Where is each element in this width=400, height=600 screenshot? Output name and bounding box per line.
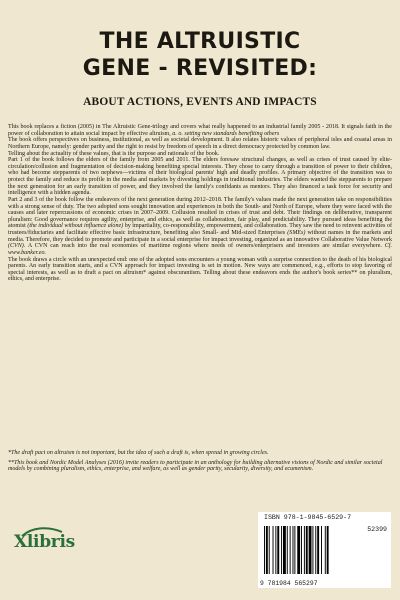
title-line-2: GENE - REVISITED: [82, 56, 318, 81]
book-subtitle: ABOUT ACTIONS, EVENTS AND IMPACTS [83, 96, 317, 108]
footnote-1: *The draft pact on altruism is not important, but the idea of such a draft is, when spread in growing circles. [8, 450, 269, 456]
blurb-paragraph-perspectives: The book offers perspectives on business, institutional, as well as societal development. It also relates historic values of peripheral isles and coastal areas in Northern Europe, namely: gender parity and the right to resist by freedom of speech in a direct democracy protected by common law. [8, 137, 392, 150]
barcode-price-code: 52399 [367, 526, 387, 533]
blurb-text [8, 124, 392, 283]
footnote-2: **This book and Nordic Model Analyses (2016) invite readers to participate in an anthology for building alternative visions of Nordic and similar societal models by combining pluralism, ethics, enterprise, and welfare, as well as gender parity, secularity, diversity, and ecumenism. [8, 459, 383, 473]
blurb-paragraph-ending: The book draws a circle with an unexpected end: one of the adopted sons encounters a young woman with a surprise connection to the death of his biological parents. An early transition starts, and a CVN approach for impact investing is set in motion. New ways are commenced, e.g., efforts to stop favoring of special interests, as well as to draft a pact on altruism* against obscurantism. Telling about these endeavors ends the author's book series** on pluralism, ethics, and enterprise. [8, 256, 392, 283]
book-title [0, 28, 400, 82]
blurb-paragraph-part1: Part 1 of the book follows the elders of the family from 2005 and 2011. The elders foresaw structural changes, as well as crises of trust caused by elite-circulation/collusion and fragmentation of decision-making benefiting special interests. They chose to carry through a transition of power to their children, who had become stepparents of two nephews—victims of their biological parents' high and deadly profiles. A primary objective of the transition was to protect the family and reduce its profile in the media and markets by divesting holdings in traditional industries. The elders wanted the stepparents to prepare the next generation for an early transition of power, and they involved the family's confidants as mentors. They also financed a task force for security and intelligence with a hidden agenda. [8, 157, 392, 197]
publisher-logo [14, 526, 75, 562]
isbn-barcode [258, 512, 391, 588]
ean-digits: 9 781984 565297 [260, 580, 318, 587]
blurb-paragraph-purpose: Telling about the actuality of these values, that is the purpose and rationale of the book. [8, 150, 220, 157]
isbn-number: ISBN 978-1-9845-6529-7 [264, 514, 352, 521]
footnotes [8, 450, 392, 476]
title-line-1: THE ALTRUISTIC [99, 29, 301, 54]
publisher-logo-text: Xlibris [14, 532, 75, 552]
barcode-bars-icon [262, 526, 352, 576]
blurb-paragraph-intro: This book replaces a fiction (2005) in The Altruistic Gene-trilogy and covers what really happened to an industrial family 2005 - 2018. It signals faith in the power of collaboration to attain social impact by effective altruism, a. o. setting new standards benefiting others [8, 124, 392, 137]
blurb-paragraph-part2-3: Part 2 and 3 of the book follow the endeavors of the next generation during 2012–2018. The family's values made the next generation take on responsibilities with a strong sense of duty. The two adopted sons sought innovation and experiences in both the South- and North of Europe, where they were faced with the causes and later repercussions of economic crises in 2007–2009. Collusion resulted in crises of trust and debt. Their findings on deliberative, transparent pluralism: Good governance requires agility, enterprise, and ethics, as well as collaboration, fair play, and predictability. They pursued ideas benefiting the atomist (the individual without influence alone) by impartiality, co-responsibility, empowerment, and collaboration. They saw the need to reinvent activities of trustees/fiduciaries and facilitate effective basic infrastructure, benefiting also Small- and Mid-sized Enterprises (SMEs) without names in the markets and media. Therefore, they decided to promote and participate in a social enterprise for impact investing, organized as an innovative Collaborative Value Network (CVN). A CVN can reach into the real economies of maritime regions where needs of owners/enterprisers and investors are similar everywhere. Cf. www.banker.eo. [8, 196, 392, 256]
